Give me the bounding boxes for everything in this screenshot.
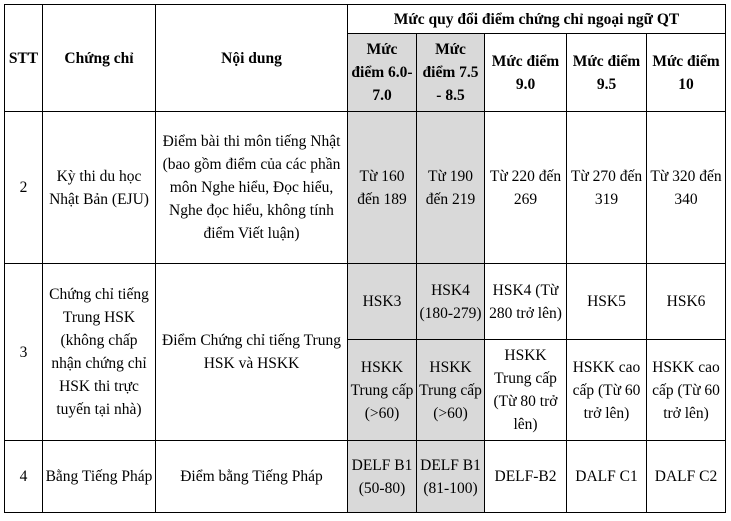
header-conversion-title: Mức quy đổi điểm chứng chỉ ngoại ngữ QT (348, 5, 726, 34)
header-level-5: Mức điểm 10 (647, 34, 726, 112)
header-content: Nội dung (156, 5, 348, 112)
eju-value-1: Từ 160 đến 189 (348, 112, 417, 264)
eju-content: Điểm bài thi môn tiếng Nhật (bao gồm điểm của các phần môn Nghe hiểu, Đọc hiểu, Nghe đọc hiểu, không tính điểm Viết luận) (156, 112, 348, 264)
french-value-1: DELF B1 (50-80) (348, 441, 417, 513)
french-value-4: DALF C1 (567, 441, 647, 513)
hsk-content: Điểm Chứng chỉ tiếng Trung HSK và HSKK (156, 264, 348, 441)
hsk-value-3: HSK4 (Từ 280 trở lên) (485, 264, 567, 340)
hsk-stt: 3 (5, 264, 43, 441)
french-stt: 4 (5, 441, 43, 513)
eju-value-5: Từ 320 đến 340 (647, 112, 726, 264)
table-row-hsk (5, 264, 726, 340)
eju-certificate: Kỳ thi du học Nhật Bản (EJU) (43, 112, 156, 264)
hsk-value-2: HSK4 (180-279) (417, 264, 485, 340)
hsk-certificate: Chứng chỉ tiếng Trung HSK (không chấp nhận chứng chỉ HSK thi trực tuyến tại nhà) (43, 264, 156, 441)
eju-value-3: Từ 220 đến 269 (485, 112, 567, 264)
french-value-5: DALF C2 (647, 441, 726, 513)
header-level-4: Mức điểm 9.5 (567, 34, 647, 112)
hskk-value-5: HSKK cao cấp (Từ 60 trở lên) (647, 340, 726, 441)
header-stt: STT (5, 5, 43, 112)
table-row-french (5, 441, 726, 513)
hsk-value-4: HSK5 (567, 264, 647, 340)
eju-value-4: Từ 270 đến 319 (567, 112, 647, 264)
header-level-3: Mức điểm 9.0 (485, 34, 567, 112)
header-certificate: Chứng chỉ (43, 5, 156, 112)
hskk-value-1: HSKK Trung cấp (>60) (348, 340, 417, 441)
french-content: Điểm bằng Tiếng Pháp (156, 441, 348, 513)
hskk-value-3: HSKK Trung cấp (Từ 80 trở lên) (485, 340, 567, 441)
hsk-value-1: HSK3 (348, 264, 417, 340)
score-conversion-table (4, 4, 726, 513)
hsk-value-5: HSK6 (647, 264, 726, 340)
french-value-3: DELF-B2 (485, 441, 567, 513)
header-level-2: Mức điểm 7.5 - 8.5 (417, 34, 485, 112)
hskk-value-2: HSKK Trung cấp (>60) (417, 340, 485, 441)
header-level-1: Mức điểm 6.0-7.0 (348, 34, 417, 112)
french-certificate: Bằng Tiếng Pháp (43, 441, 156, 513)
french-value-2: DELF B1 (81-100) (417, 441, 485, 513)
eju-stt: 2 (5, 112, 43, 264)
hskk-value-4: HSKK cao cấp (Từ 60 trở lên) (567, 340, 647, 441)
eju-value-2: Từ 190 đến 219 (417, 112, 485, 264)
header-row-1 (5, 5, 726, 34)
table-row-eju (5, 112, 726, 264)
